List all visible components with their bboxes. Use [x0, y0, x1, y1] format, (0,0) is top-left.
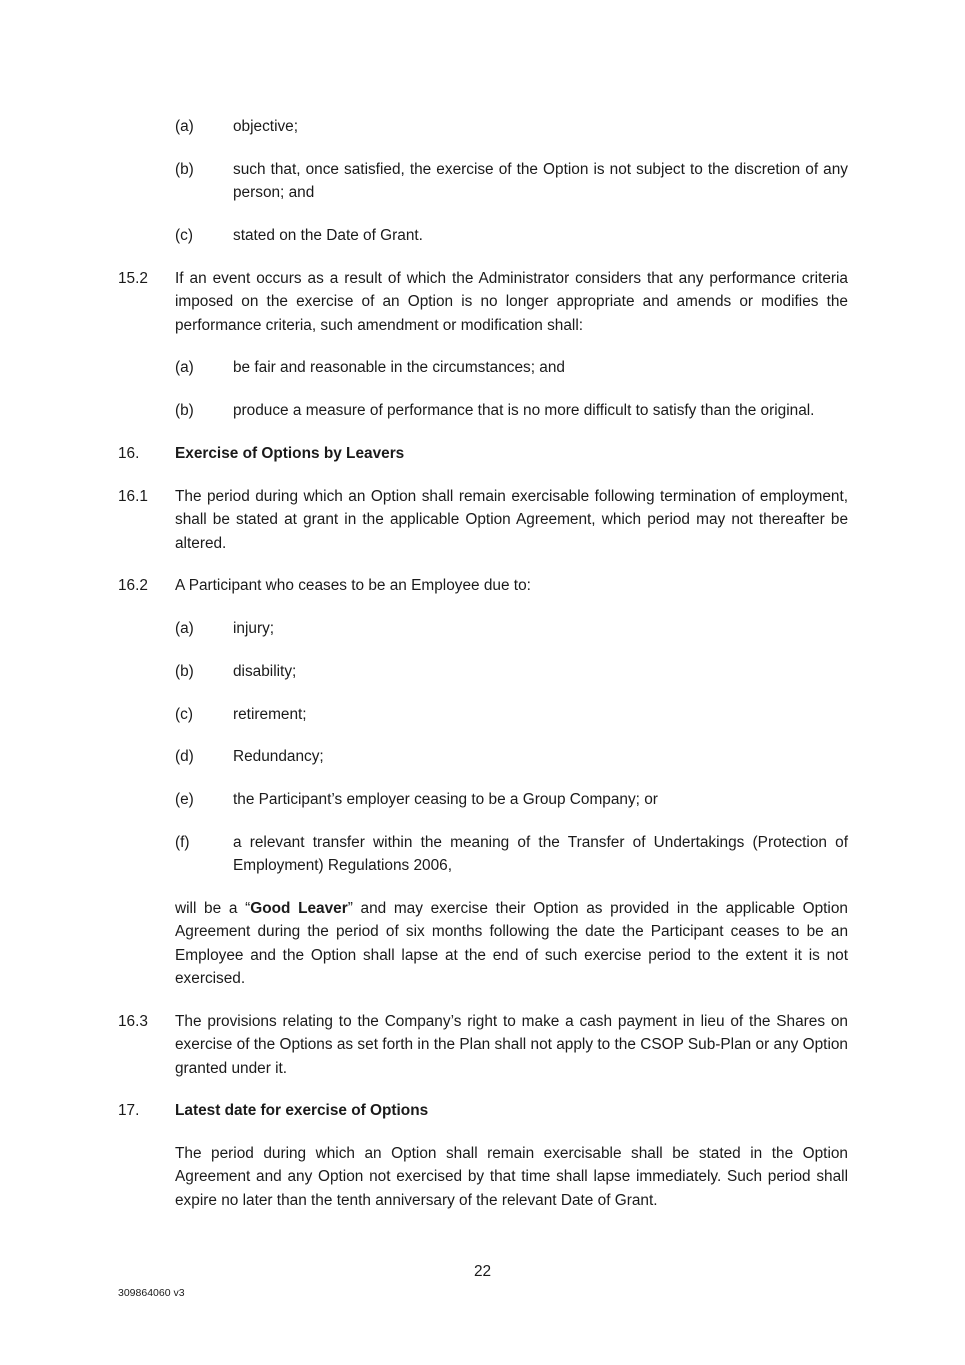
section-number: 17.	[118, 1102, 140, 1119]
list-item-label: (c)	[175, 227, 193, 244]
good-leaver-text	[175, 897, 848, 991]
clause-number: 16.1	[118, 488, 148, 505]
list-item-text: stated on the Date of Grant.	[233, 227, 423, 244]
list-item-text: the Participant’s employer ceasing to be a Group Company; or	[233, 791, 658, 808]
section-title: Latest date for exercise of Options	[175, 1102, 429, 1119]
section-number: 16.	[118, 445, 140, 462]
list-item-text: such that, once satisfied, the exercise of the Option is not subject to the discretion of any person; and	[233, 161, 848, 202]
list-item-label: (a)	[175, 118, 194, 135]
list-item-text: Redundancy;	[233, 748, 324, 765]
page-number: 22	[473, 1263, 492, 1280]
list-item-label: (b)	[175, 663, 194, 680]
clause-text: The provisions relating to the Company’s right to make a cash payment in lieu of the Shares on exercise of the Options as set forth in the Plan shall not apply to the CSOP Sub-Plan or any Option granted under it.	[175, 1013, 848, 1077]
list-item-text: a relevant transfer within the meaning of the Transfer of Undertakings (Protection of Employment) Regulations 2006,	[233, 834, 848, 875]
good-leaver-pre: will be a “	[175, 900, 251, 917]
list-item-text: injury;	[233, 620, 275, 637]
good-leaver-post: ” and may exercise their Option as provided in the applicable Option Agreement during the period of six months following the date the Participant ceases to be an Employee and the Option shall lapse at the end of such exercise period to the extent it is not exercised.	[175, 900, 848, 988]
clause-text: The period during which an Option shall remain exercisable shall be stated in the Option Agreement and any Option not exercised by that time shall lapse immediately. Such period shall expire no later than the tenth anniversary of the relevant Date of Grant.	[175, 1145, 848, 1209]
list-item-label: (a)	[175, 620, 194, 637]
list-item-label: (b)	[175, 161, 194, 178]
clause-text: If an event occurs as a result of which the Administrator considers that any performance criteria imposed on the exercise of an Option is no longer appropriate and amends or modifies the performance criteria, such amendment or modification shall:	[175, 270, 848, 334]
list-item-label: (d)	[175, 748, 194, 765]
list-item-label: (f)	[175, 834, 190, 851]
clause-text: A Participant who ceases to be an Employee due to:	[175, 577, 531, 594]
list-item-text: objective;	[233, 118, 299, 135]
clause-number: 16.3	[118, 1013, 148, 1030]
list-item-label: (a)	[175, 359, 194, 376]
list-item-label: (c)	[175, 706, 193, 723]
list-item-text: retirement;	[233, 706, 307, 723]
document-reference: 309864060 v3	[118, 1287, 185, 1299]
list-item-text: be fair and reasonable in the circumstances; and	[233, 359, 565, 376]
list-item-text: disability;	[233, 663, 297, 680]
list-item-text: produce a measure of performance that is no more difficult to satisfy than the original.	[233, 402, 815, 419]
good-leaver-term: Good Leaver	[250, 900, 348, 917]
clause-number: 15.2	[118, 270, 148, 287]
section-title: Exercise of Options by Leavers	[175, 445, 405, 462]
list-item-label: (b)	[175, 402, 194, 419]
clause-number: 16.2	[118, 577, 148, 594]
list-item-label: (e)	[175, 791, 194, 808]
clause-text: The period during which an Option shall remain exercisable following termination of employment, shall be stated at grant in the applicable Option Agreement, which period may not thereafter be altered.	[175, 488, 848, 552]
